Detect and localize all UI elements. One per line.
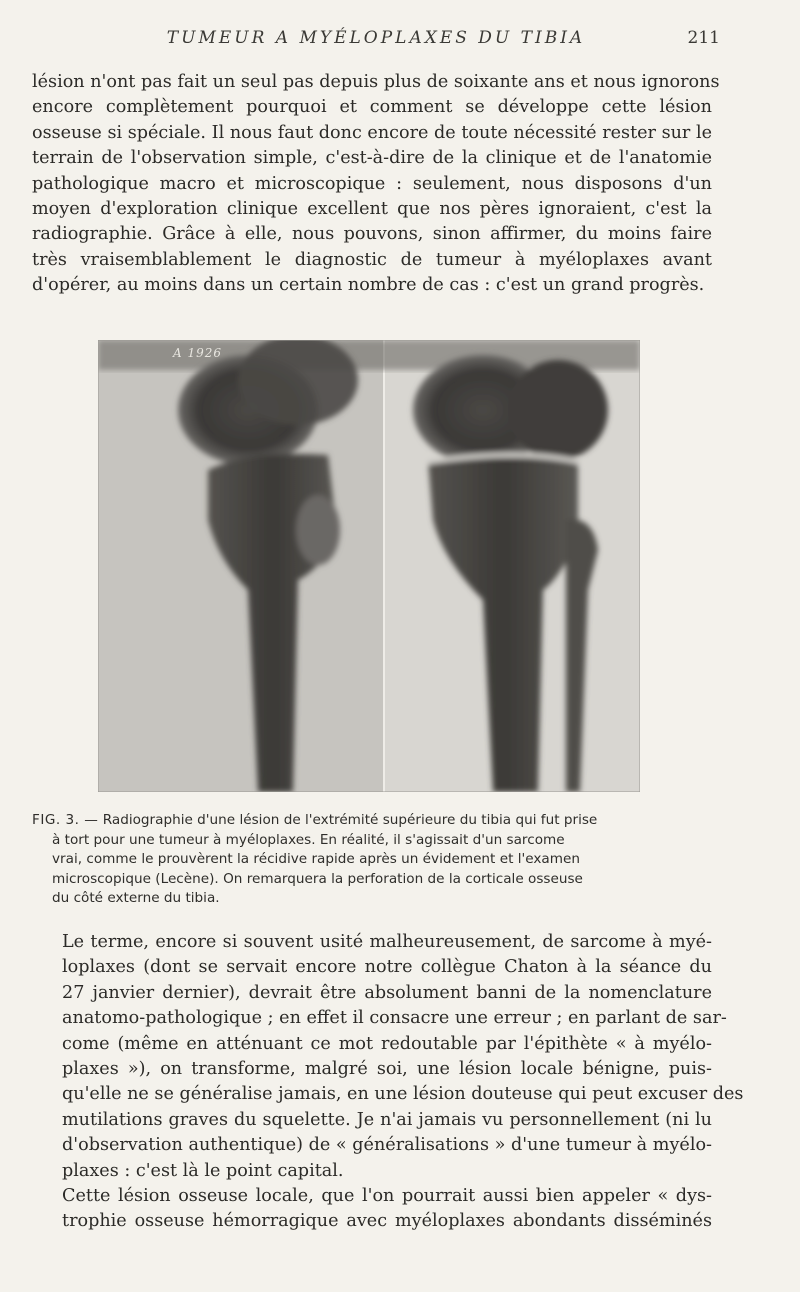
text-line: moyen d'exploration clinique excellent que nos pères ignoraient, c'est la [32, 199, 712, 220]
text-line: terrain de l'observation simple, c'est-à-dire de la clinique et de l'anatomie [32, 148, 712, 169]
text-line: loplaxes (dont se servait encore notre collègue Chaton à la séance du [62, 957, 712, 978]
text-line: mutilations graves du squelette. Je n'ai jamais vu personnellement (ni lu [62, 1109, 712, 1130]
paragraph-1 [32, 70, 720, 299]
text-line: Le terme, encore si souvent usité malheureusement, de sarcome à myé- [62, 932, 712, 952]
radiograph-figure [98, 340, 640, 792]
text-line: d'observation authentique) de « généralisations » d'une tumeur à myélo- [62, 1135, 712, 1156]
figure-label: FIG. 3. — [32, 812, 99, 828]
page-number: 211 [687, 28, 720, 48]
caption-line: microscopique (Lecène). On remarquera la perforation de la corticale osseuse [52, 870, 583, 887]
text-line: lésion n'ont pas fait un seul pas depuis plus de soixante ans et nous ignorons [32, 72, 720, 92]
text-line: radiographie. Grâce à elle, nous pouvons, sinon affirmer, du moins faire [32, 224, 712, 245]
caption-line [32, 811, 722, 831]
running-title: TUMEUR A MYÉLOPLAXES DU TIBIA [166, 28, 586, 48]
text-line: plaxes : c'est là le point capital. [62, 1160, 344, 1181]
text-line: très vraisemblablement le diagnostic de tumeur à myéloplaxes avant [32, 249, 712, 270]
text-line: osseuse si spéciale. Il nous faut donc encore de toute nécessité rester sur le [32, 122, 712, 143]
text-line: anatomo-pathologique ; en effet il consacre une erreur ; en parlant de sar- [62, 1008, 727, 1029]
text-line: trophie osseuse hémorragique avec myéloplaxes abondants disséminés [62, 1211, 712, 1232]
caption-line: à tort pour une tumeur à myéloplaxes. En réalité, il s'agissait d'un sarcome [52, 831, 565, 848]
figure-caption [32, 811, 722, 909]
plate-mark: A 1926 [173, 346, 223, 360]
caption-line: du côté externe du tibia. [52, 890, 220, 907]
paragraph-2 [32, 930, 744, 1184]
paragraph-3 [32, 1184, 712, 1235]
text-line: 27 janvier dernier), devrait être absolument banni de la nomenclature [62, 982, 712, 1003]
text-line: d'opérer, au moins dans un certain nombre de cas : c'est un grand progrès. [32, 275, 705, 296]
text-line: come (même en atténuant ce mot redoutable par l'épithète « à myélo- [62, 1033, 712, 1054]
text-line: qu'elle ne se généralise jamais, en une lésion douteuse qui peut excuser des [62, 1084, 744, 1105]
text-line: pathologique macro et microscopique : seulement, nous disposons d'un [32, 173, 712, 194]
text-line: encore complètement pourquoi et comment se développe cette lésion [32, 97, 712, 118]
radiograph-image [98, 340, 640, 792]
text-line: plaxes »), on transforme, malgré soi, une lésion locale bénigne, puis- [62, 1059, 712, 1080]
caption-line: vrai, comme le prouvèrent la récidive rapide après un évidement et l'examen [52, 851, 580, 868]
caption-text: Radiographie d'une lésion de l'extrémité supérieure du tibia qui fut prise [102, 812, 598, 828]
text-line: Cette lésion osseuse locale, que l'on pourrait aussi bien appeler « dys- [62, 1186, 712, 1206]
